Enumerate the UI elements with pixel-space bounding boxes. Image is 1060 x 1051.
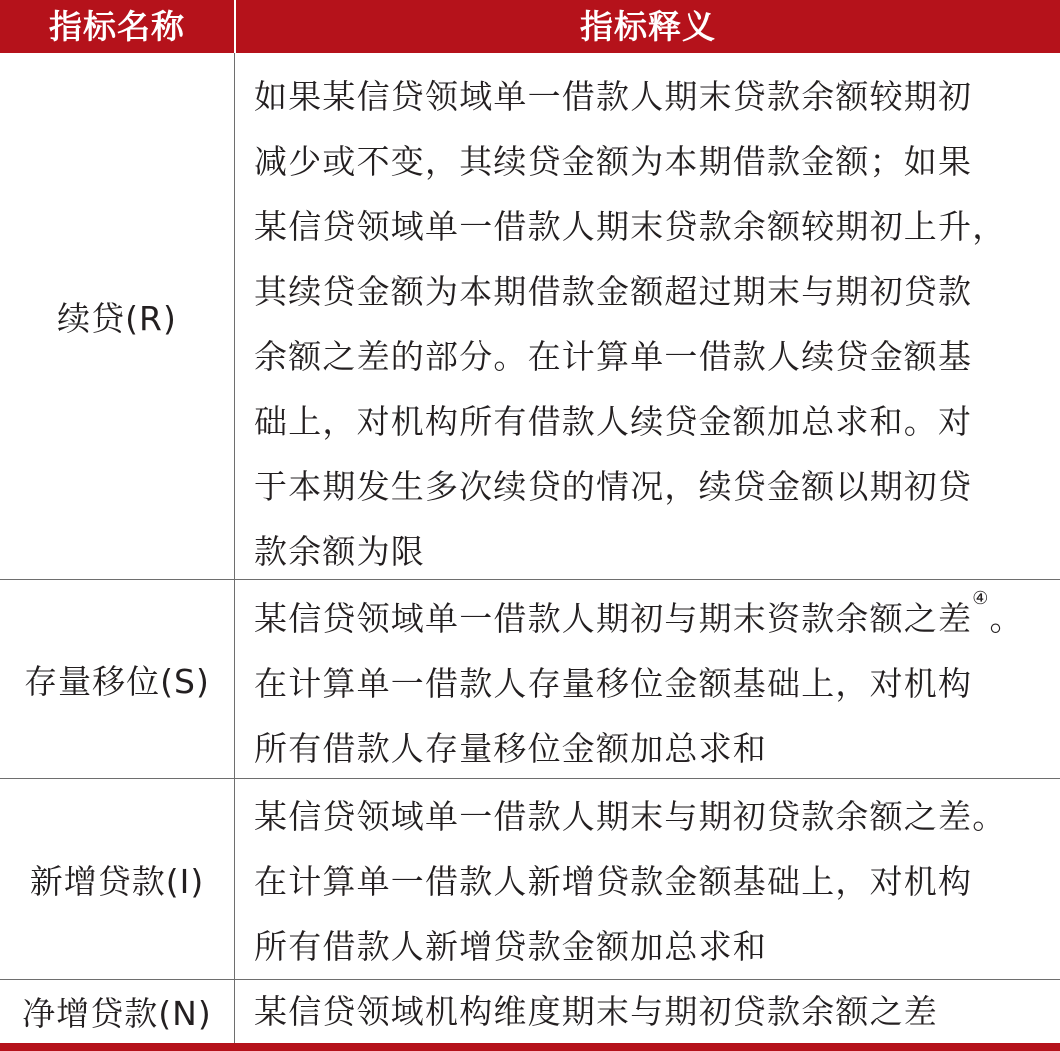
row-net-loan-name: 净增贷款(N) xyxy=(22,994,212,1033)
header-indicator-name: 指标名称 xyxy=(49,7,185,46)
row-stock-shift-definition-line1-end: 。 xyxy=(989,599,1024,638)
row-renewal-definition: 如果某信贷领域单一借款人期末贷款余额较期初 减少或不变，其续贷金额为本期借款金额；如果 某信贷领域单一借款人期末贷款余额较期初上升， 其续贷金额为本期借款金额超过期末与期初贷款 余额之差的部分。在计算单一借款人续贷金额基 础上，对机构所有借款人续贷金额加总求和。对 于本期发生多次续贷的情况，续贷金额以期初贷 款余额为限 xyxy=(254,77,1007,571)
table-bottom-bar xyxy=(0,1043,1060,1051)
row-new-loan-definition: 某信贷领域单一借款人期末与期初贷款余额之差。 在计算单一借款人新增贷款金额基础上，对机构 所有借款人新增贷款金额加总求和 xyxy=(254,797,1007,966)
row-stock-shift-definition-rest: 在计算单一借款人存量移位金额基础上，对机构 所有借款人存量移位金额加总求和 xyxy=(254,664,973,768)
row-renewal-name: 续贷(R) xyxy=(57,298,177,338)
row-stock-shift-name: 存量移位(S) xyxy=(24,661,210,701)
header-indicator-definition: 指标释义 xyxy=(580,7,716,46)
row-stock-shift-definition-line1: 某信贷领域单一借款人期初与期末资款余额之差 xyxy=(254,599,973,638)
row-stock-shift-definition xyxy=(254,586,1054,781)
table-header xyxy=(0,0,1060,53)
footnote-marker: ④ xyxy=(972,588,990,609)
column-divider xyxy=(234,53,235,1044)
row-new-loan-name: 新增贷款(I) xyxy=(29,861,205,901)
row-net-loan-definition: 某信贷领域机构维度期末与期初贷款余额之差 xyxy=(254,992,938,1031)
